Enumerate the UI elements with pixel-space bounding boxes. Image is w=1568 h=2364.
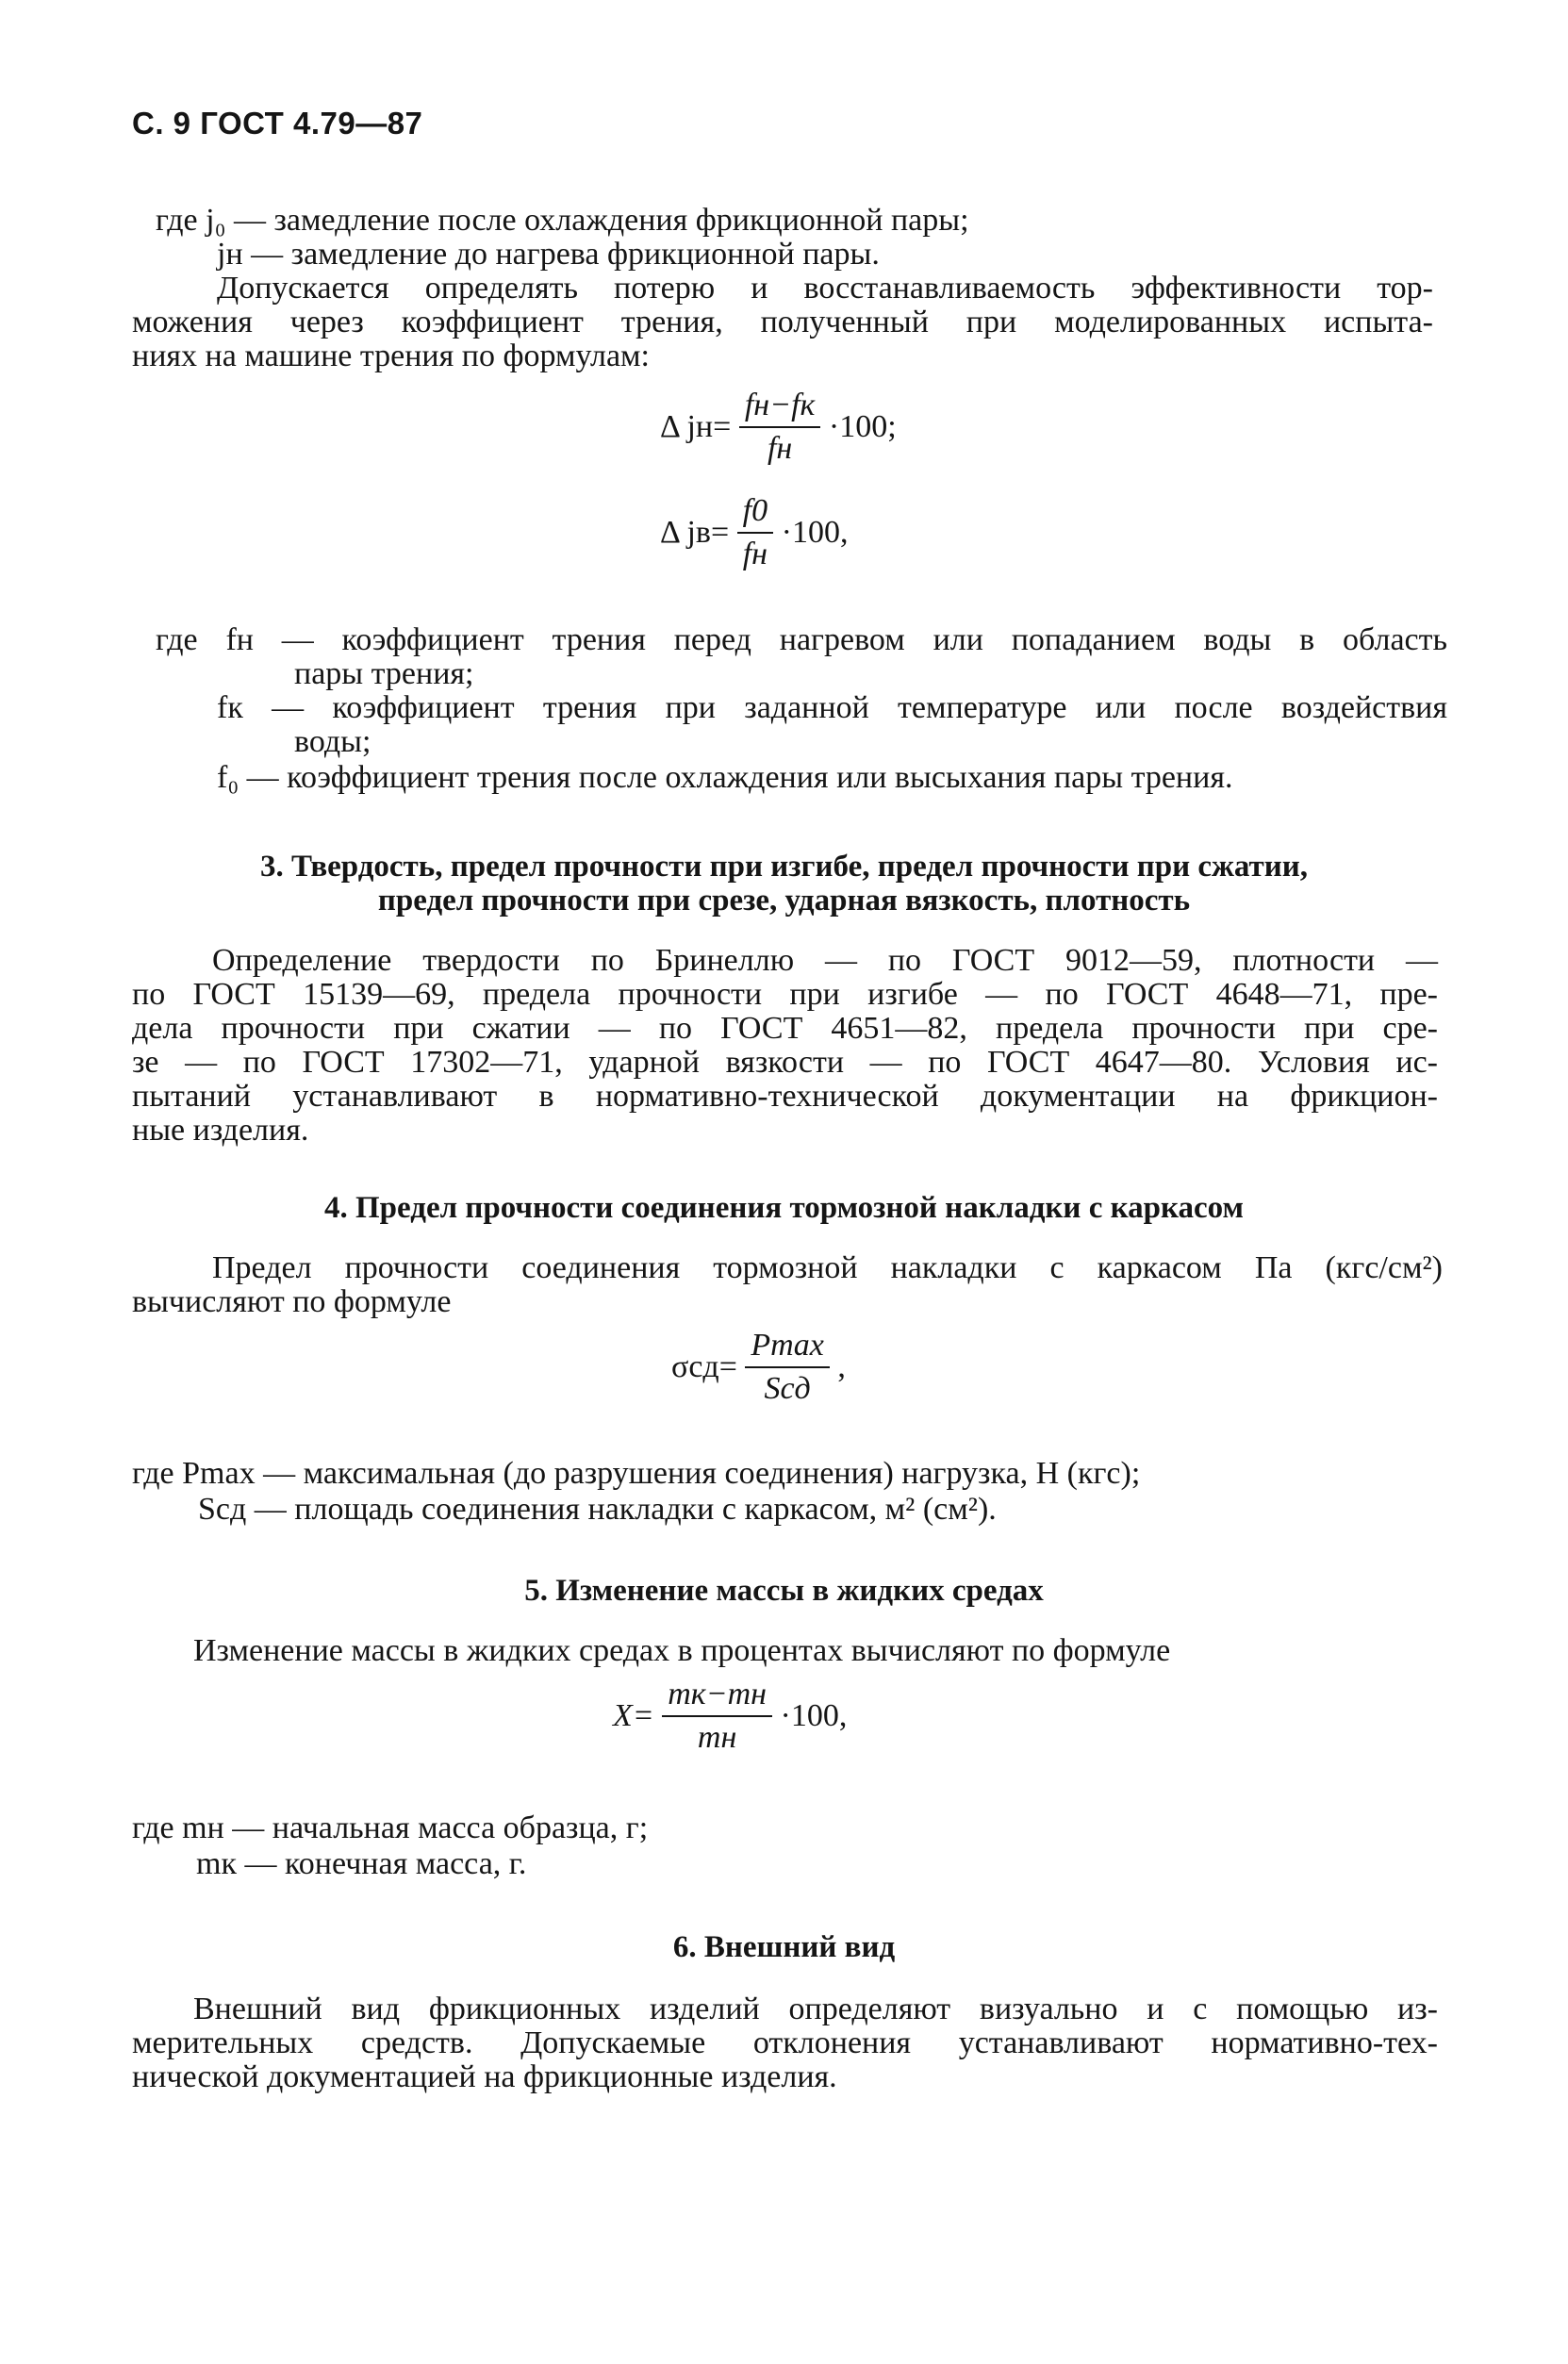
section-3-heading-line-1: 3. Твердость, предел прочности при изгибе, предел прочности при сжатии,	[259, 850, 1309, 884]
formula-recovery-rhs: ·100,	[781, 515, 849, 550]
section-3-line-1: Определение твердости по Бринеллю — по ГОСТ 9012—59, плотности —	[212, 943, 1438, 978]
formula-mass-change	[613, 1674, 847, 1759]
section-3-line-3: дела прочности при сжатии — по ГОСТ 4651—82, предела прочности при сре-	[132, 1011, 1438, 1046]
formula-loss-denominator: fн	[767, 431, 793, 466]
section-4-legend-1: где Pmax — максимальная (до разрушения соединения) нагрузка, Н (кгс);	[132, 1456, 1141, 1491]
section-4-legend-2: Sсд — площадь соединения накладки с каркасом, м² (см²).	[198, 1492, 997, 1527]
page-header	[132, 106, 422, 141]
section-6-line-2: мерительных средств. Допускаемые отклонения устанавливают нормативно-тех-	[132, 2025, 1438, 2060]
section-6-heading: 6. Внешний вид	[672, 1930, 896, 1964]
section-5-legend-1: где mн — начальная масса образца, г;	[132, 1810, 649, 1845]
formula-mass-rhs: ·100,	[780, 1698, 848, 1733]
formula-loss-lhs: Δ jн=	[660, 409, 732, 444]
formula-mass-denominator: mн	[697, 1720, 737, 1755]
formula-recovery-numerator: f0	[742, 493, 768, 528]
section-3-heading-line-2: предел прочности при срезе, ударная вязкость, плотность	[377, 884, 1191, 917]
legend-fn-line-2: пары трения;	[294, 656, 474, 691]
formula-recovery-denominator: fн	[742, 537, 768, 571]
formula-bond-denominator: Sсд	[764, 1371, 811, 1406]
section-3-line-4: зе — по ГОСТ 17302—71, ударной вязкости — по ГОСТ 4647—80. Условия ис-	[132, 1045, 1438, 1080]
section-5-line: Изменение массы в жидких средах в процентах вычисляют по формуле	[193, 1633, 1171, 1668]
intro-line-4: можения через коэффициент трения, полученный при моделированных испыта-	[132, 305, 1433, 339]
section-4-heading: 4. Предел прочности соединения тормозной накладки с каркасом	[324, 1191, 1244, 1225]
formula-loss-fraction	[739, 385, 821, 470]
standard-code: ГОСТ 4.79—87	[200, 106, 423, 141]
intro-line-5: ниях на машине трения по формулам:	[132, 339, 650, 373]
intro-line-1: где j₀ — замедление после охлаждения фрикционной пары;	[156, 203, 969, 238]
formula-bond-fraction	[745, 1325, 829, 1410]
section-4-line-2: вычисляют по формуле	[132, 1284, 452, 1319]
section-6-line-3: нической документацией на фрикционные изделия.	[132, 2059, 837, 2094]
formula-mass-fraction	[662, 1674, 772, 1759]
legend-fn-line-1: где fн — коэффициент трения перед нагревом или попаданием воды в область	[156, 622, 1447, 657]
page-number: С. 9	[132, 106, 191, 141]
formula-mass-lhs: X=	[613, 1698, 654, 1733]
section-6-line-1: Внешний вид фрикционных изделий определяют визуально и с помощью из-	[193, 1992, 1438, 2026]
formula-loss-rhs: ·100;	[828, 409, 897, 444]
formula-mass-numerator: mк−mн	[668, 1677, 767, 1711]
formula-recovery	[660, 490, 848, 575]
formula-loss-numerator: fн−fк	[744, 388, 816, 422]
formula-loss	[660, 385, 897, 470]
section-3-line-6: ные изделия.	[132, 1113, 309, 1148]
section-5-heading: 5. Изменение массы в жидких средах	[524, 1574, 1044, 1608]
section-3-line-2: по ГОСТ 15139—69, предела прочности при изгибе — по ГОСТ 4648—71, пре-	[132, 977, 1438, 1012]
legend-fk-line-2: воды;	[294, 724, 371, 759]
intro-line-3: Допускается определять потерю и восстанавливаемость эффективности тор-	[217, 271, 1433, 306]
formula-bond-strength	[671, 1325, 846, 1410]
section-3-line-5: пытаний устанавливают в нормативно-технической документации на фрикцион-	[132, 1079, 1438, 1114]
section-4-line-1: Предел прочности соединения тормозной накладки с каркасом Па (кгс/см²)	[212, 1250, 1443, 1285]
formula-bond-numerator: Pmax	[751, 1328, 824, 1363]
formula-bond-rhs: ,	[837, 1349, 846, 1384]
intro-line-2: jн — замедление до нагрева фрикционной пары.	[217, 237, 880, 272]
section-5-legend-2: mк — конечная масса, г.	[196, 1846, 527, 1881]
formula-recovery-lhs: Δ jв=	[660, 515, 730, 550]
legend-f0-line: f₀ — коэффициент трения после охлаждения или высыхания пары трения.	[217, 760, 1233, 795]
formula-recovery-fraction	[737, 490, 773, 575]
legend-fk-line-1: fк — коэффициент трения при заданной температуре или после воздействия	[217, 690, 1447, 725]
formula-bond-lhs: σсд=	[671, 1349, 737, 1384]
